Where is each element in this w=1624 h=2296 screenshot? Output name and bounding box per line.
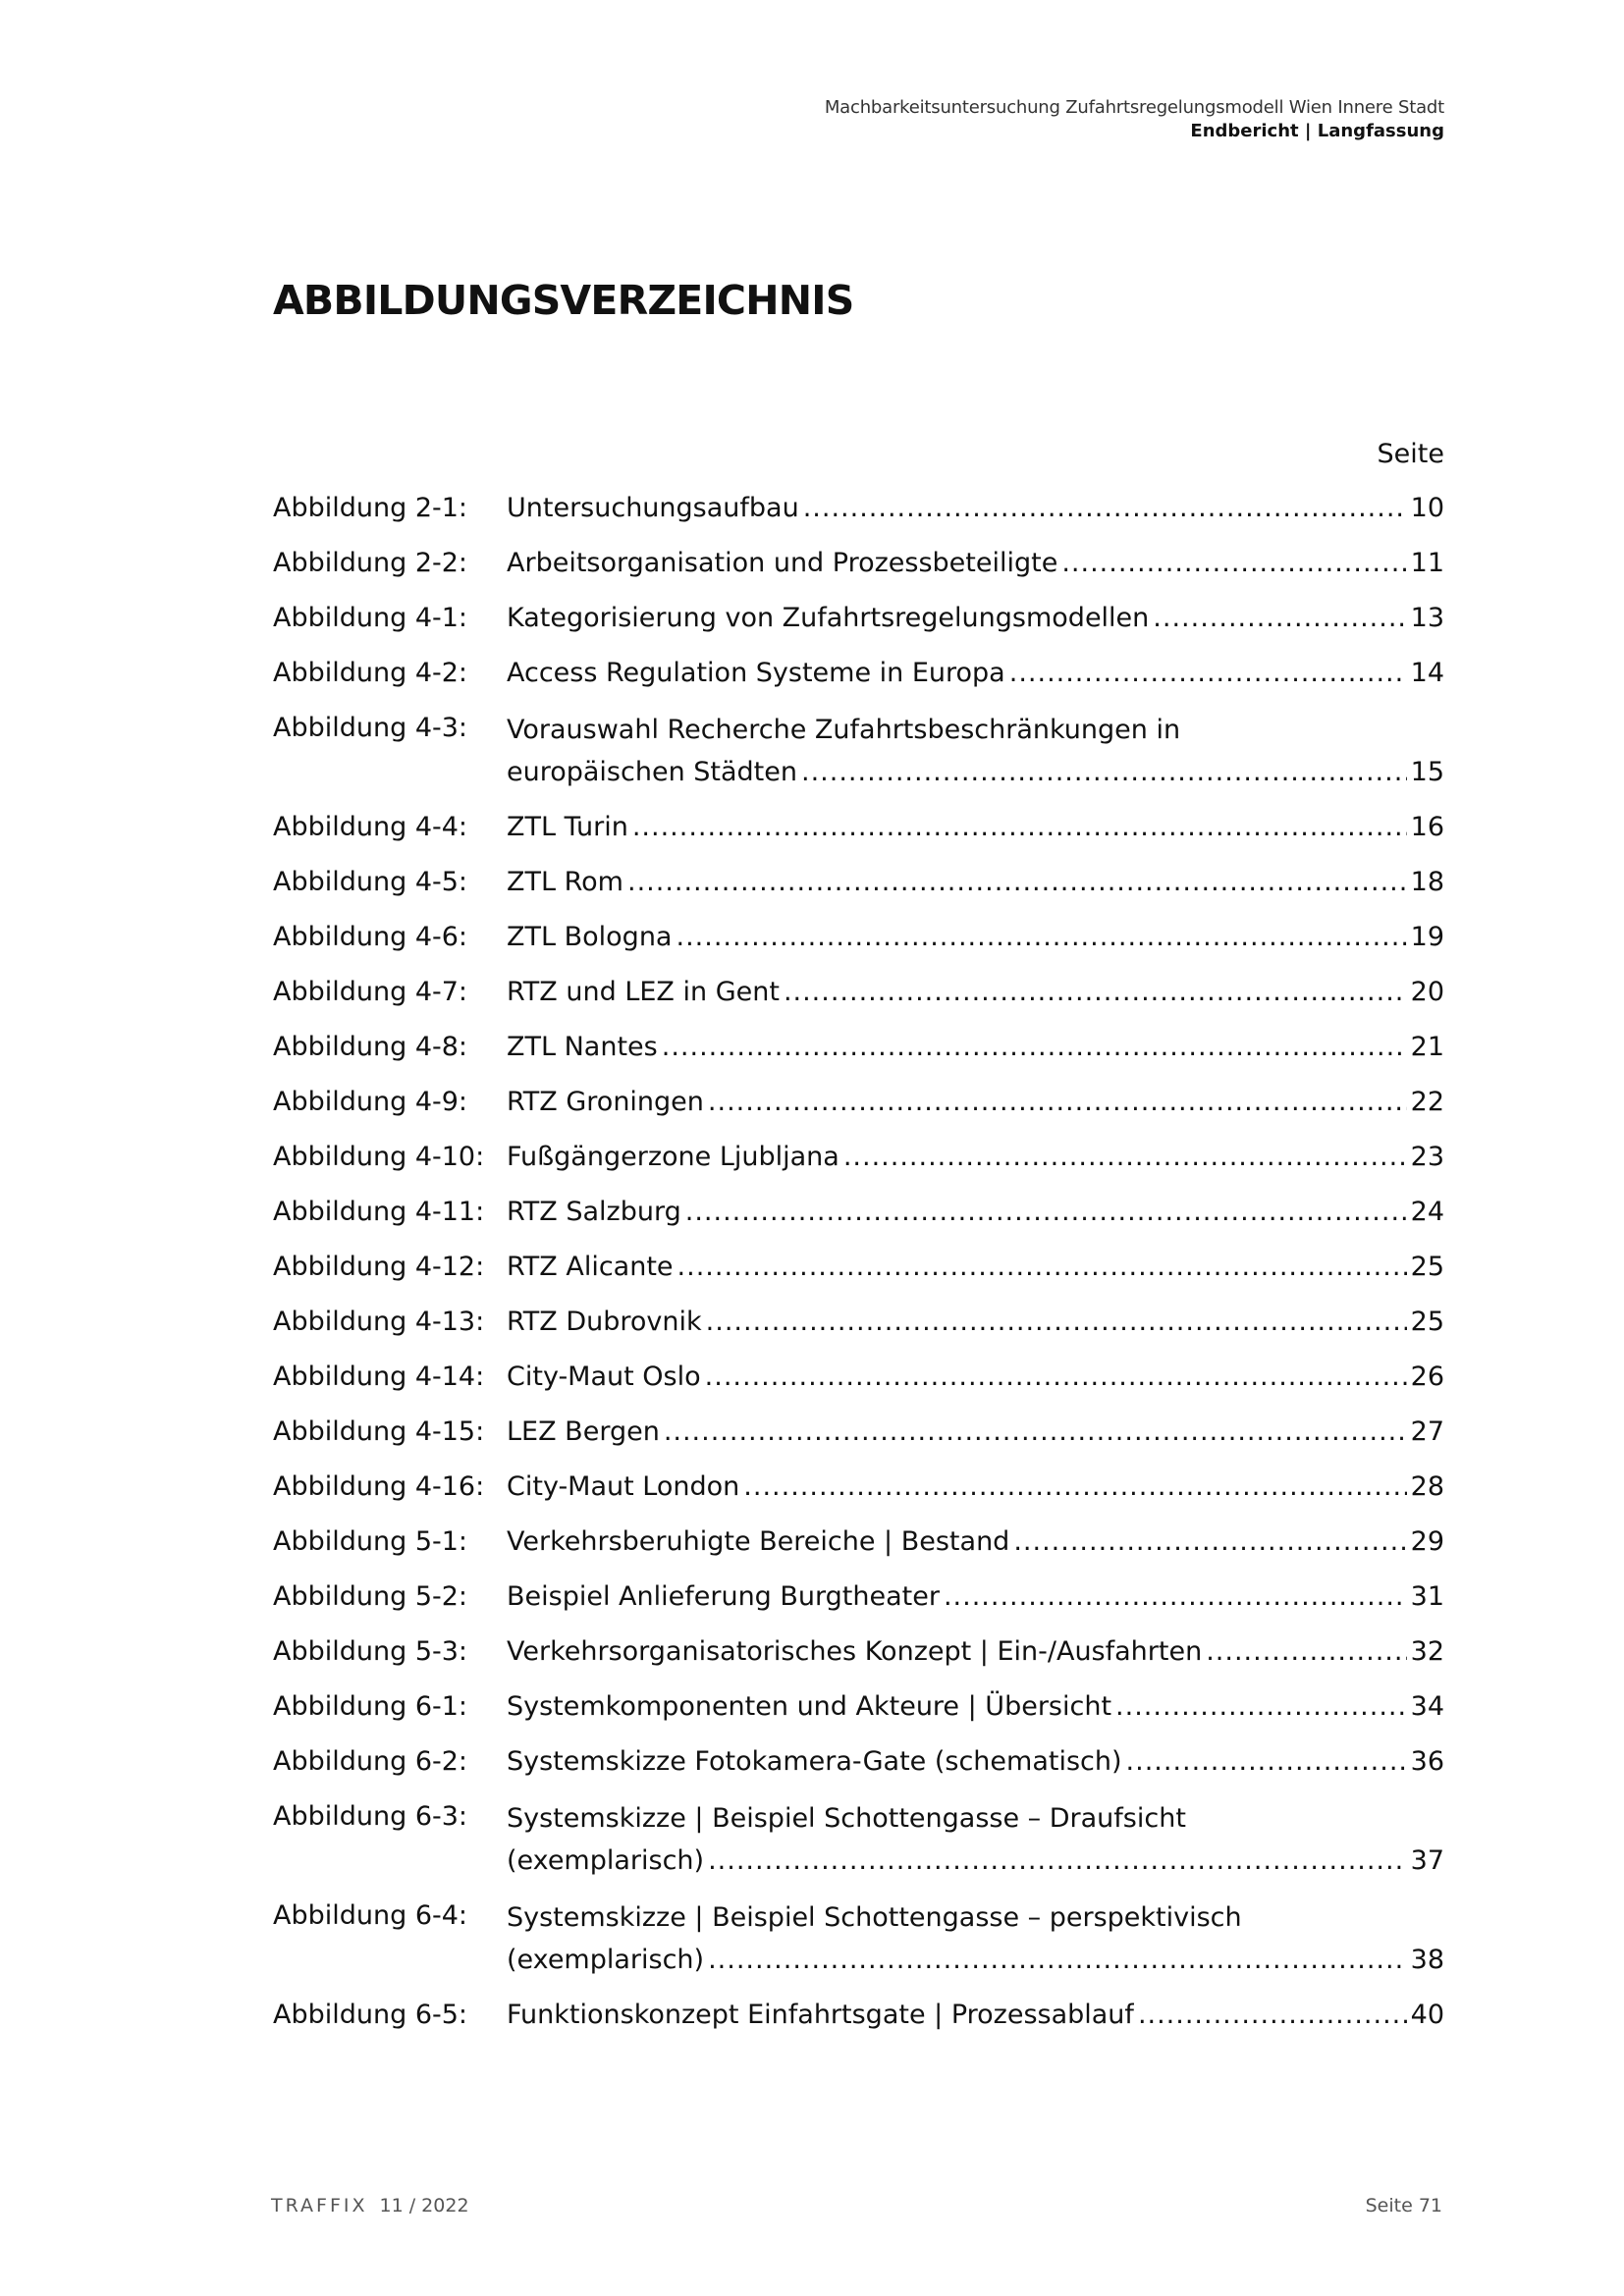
figure-title-row: [507, 807, 1444, 847]
figure-title: RTZ und LEZ in Gent: [507, 977, 780, 1007]
figure-entry-body: [507, 862, 1444, 902]
figure-title-row: [507, 1467, 1444, 1507]
figure-entry-body: [507, 1467, 1444, 1507]
figure-title-row: [507, 1247, 1444, 1287]
figure-page-number: 37: [1410, 1845, 1444, 1876]
figure-title: (exemplarisch): [507, 1945, 705, 1975]
figure-page-number: 29: [1410, 1526, 1444, 1557]
dot-leader: [677, 1247, 1407, 1287]
figure-entry[interactable]: [273, 1137, 1444, 1177]
figure-title: RTZ Alicante: [507, 1252, 674, 1282]
figure-entry[interactable]: [273, 1082, 1444, 1122]
figure-label: Abbildung 4-9:: [273, 1087, 468, 1117]
dot-leader: [784, 972, 1407, 1012]
dot-leader: [803, 488, 1407, 528]
figure-title: Beispiel Anlieferung Burgtheater: [507, 1581, 940, 1612]
figure-page-number: 10: [1410, 493, 1444, 523]
page-column-label: Seite: [1377, 439, 1444, 469]
figure-label: Abbildung 4-6:: [273, 922, 468, 952]
figure-entry[interactable]: [273, 862, 1444, 902]
figure-entry-body: [507, 488, 1444, 528]
figure-entry[interactable]: [273, 598, 1444, 638]
figure-title-row: [507, 653, 1444, 693]
figure-title: (exemplarisch): [507, 1845, 705, 1876]
figure-label: Abbildung 4-15:: [273, 1416, 485, 1447]
figure-label: Abbildung 6-5:: [273, 2000, 468, 2030]
figure-title-row: [507, 1522, 1444, 1562]
dot-leader: [1138, 1995, 1407, 2035]
figure-page-number: 21: [1410, 1032, 1444, 1062]
figure-entry-body: [507, 708, 1444, 792]
header-report-type: Endbericht | Langfassung: [1190, 121, 1444, 141]
figure-label: Abbildung 4-16:: [273, 1471, 485, 1502]
figure-list: [273, 435, 1444, 2050]
dot-leader: [843, 1137, 1407, 1177]
figure-title: Arbeitsorganisation und Prozessbeteiligte: [507, 548, 1058, 578]
figure-label: Abbildung 4-3:: [273, 713, 468, 743]
figure-entry-body: [507, 1576, 1444, 1617]
figure-entry[interactable]: [273, 708, 1444, 792]
dot-leader: [685, 1192, 1407, 1232]
figure-entries: [273, 488, 1444, 2035]
figure-title: ZTL Nantes: [507, 1032, 658, 1062]
figure-title: Systemkomponenten und Akteure | Übersicht: [507, 1691, 1112, 1722]
dot-leader: [944, 1576, 1407, 1617]
dot-leader: [1061, 543, 1406, 583]
dot-leader: [708, 1940, 1407, 1980]
figure-label: Abbildung 5-3:: [273, 1636, 468, 1667]
figure-title: ZTL Turin: [507, 812, 628, 842]
dot-leader: [708, 1841, 1407, 1881]
figure-title: Kategorisierung von Zufahrtsregelungsmodellen: [507, 603, 1150, 633]
figure-entry-body: [507, 1192, 1444, 1232]
dot-leader: [676, 917, 1406, 957]
figure-title-row: [507, 862, 1444, 902]
figure-label: Abbildung 4-14:: [273, 1362, 485, 1392]
figure-label: Abbildung 4-11:: [273, 1197, 485, 1227]
figure-page-number: 14: [1410, 658, 1444, 688]
figure-entry-body: [507, 1357, 1444, 1397]
figure-entry-body: [507, 807, 1444, 847]
figure-entry-body: [507, 1741, 1444, 1782]
figure-label: Abbildung 4-2:: [273, 658, 468, 688]
figure-label: Abbildung 4-12:: [273, 1252, 485, 1282]
figure-title-row: [507, 1027, 1444, 1067]
figure-page-number: 16: [1410, 812, 1444, 842]
figure-title: Untersuchungsaufbau: [507, 493, 799, 523]
figure-label: Abbildung 4-8:: [273, 1032, 468, 1062]
figure-entry[interactable]: [273, 1995, 1444, 2035]
dot-leader: [1013, 1522, 1406, 1562]
footer-brand-name: TRAFFIX: [271, 2195, 368, 2216]
footer-brand: [271, 2195, 469, 2216]
figure-entry-body: [507, 1082, 1444, 1122]
figure-title-row: [507, 972, 1444, 1012]
figure-title-row: [507, 1686, 1444, 1727]
figure-title-line1: Vorauswahl Recherche Zufahrtsbeschränkungen in: [507, 715, 1181, 745]
figure-page-number: 25: [1410, 1307, 1444, 1337]
figure-title-row: [507, 1137, 1444, 1177]
figure-page-number: 28: [1410, 1471, 1444, 1502]
figure-title-row: [507, 1302, 1444, 1342]
figure-page-number: 24: [1410, 1197, 1444, 1227]
footer-date: 11 / 2022: [379, 2195, 469, 2216]
figure-entry[interactable]: [273, 1412, 1444, 1452]
figure-title-row: [507, 1192, 1444, 1232]
figure-entry[interactable]: [273, 807, 1444, 847]
dot-leader: [1153, 598, 1406, 638]
figure-title-row: [507, 1357, 1444, 1397]
figure-label: Abbildung 4-7:: [273, 977, 468, 1007]
figure-title: europäischen Städten: [507, 757, 797, 787]
figure-entry-body: [507, 1522, 1444, 1562]
figure-title: ZTL Bologna: [507, 922, 673, 952]
figure-label: Abbildung 2-2:: [273, 548, 468, 578]
figure-entry[interactable]: [273, 488, 1444, 528]
figure-entry[interactable]: [273, 972, 1444, 1012]
figure-title-row: [507, 752, 1444, 792]
dot-leader: [708, 1082, 1407, 1122]
figure-page-number: 27: [1410, 1416, 1444, 1447]
figure-title-line1: Systemskizze | Beispiel Schottengasse – perspektivisch: [507, 1902, 1242, 1933]
page-header: [825, 96, 1444, 143]
figure-title-row: [507, 1576, 1444, 1617]
dot-leader: [743, 1467, 1406, 1507]
figure-label: Abbildung 6-3:: [273, 1801, 468, 1832]
figure-title-row: [507, 1940, 1444, 1980]
dot-leader: [705, 1357, 1407, 1397]
figure-entry[interactable]: [273, 1357, 1444, 1397]
figure-entry-body: [507, 1137, 1444, 1177]
dot-leader: [662, 1027, 1407, 1067]
dot-leader: [632, 807, 1407, 847]
figure-entry-body: [507, 972, 1444, 1012]
figure-entry[interactable]: [273, 1741, 1444, 1782]
figure-title: RTZ Dubrovnik: [507, 1307, 702, 1337]
figure-entry[interactable]: [273, 1027, 1444, 1067]
page-title: ABBILDUNGSVERZEICHNIS: [273, 277, 854, 324]
figure-page-number: 15: [1410, 757, 1444, 787]
figure-title-row: [507, 917, 1444, 957]
figure-title: RTZ Groningen: [507, 1087, 704, 1117]
figure-entry[interactable]: [273, 1686, 1444, 1727]
dot-leader: [1115, 1686, 1407, 1727]
figure-title: RTZ Salzburg: [507, 1197, 681, 1227]
figure-page-number: 36: [1410, 1746, 1444, 1777]
figure-label: Abbildung 2-1:: [273, 493, 468, 523]
figure-page-number: 40: [1410, 2000, 1444, 2030]
figure-label: Abbildung 5-2:: [273, 1581, 468, 1612]
figure-page-number: 20: [1410, 977, 1444, 1007]
figure-page-number: 22: [1410, 1087, 1444, 1117]
figure-page-number: 11: [1410, 548, 1444, 578]
figure-title-row: [507, 543, 1444, 583]
figure-entry-body: [507, 1027, 1444, 1067]
figure-entry[interactable]: [273, 1467, 1444, 1507]
figure-entry-body: [507, 1247, 1444, 1287]
figure-label: Abbildung 4-13:: [273, 1307, 485, 1337]
figure-title-row: [507, 1995, 1444, 2035]
figure-entry[interactable]: [273, 917, 1444, 957]
figure-entry[interactable]: [273, 1192, 1444, 1232]
figure-entry-body: [507, 1995, 1444, 2035]
figure-entry[interactable]: [273, 1576, 1444, 1617]
figure-title: Access Regulation Systeme in Europa: [507, 658, 1005, 688]
figure-page-number: 23: [1410, 1142, 1444, 1172]
figure-title: Fußgängerzone Ljubljana: [507, 1142, 839, 1172]
figure-entry[interactable]: [273, 1522, 1444, 1562]
figure-label: Abbildung 5-1:: [273, 1526, 468, 1557]
figure-page-number: 34: [1410, 1691, 1444, 1722]
figure-entry-body: [507, 543, 1444, 583]
figure-entry-body: [507, 917, 1444, 957]
figure-entry-body: [507, 1896, 1444, 1980]
figure-title: LEZ Bergen: [507, 1416, 660, 1447]
figure-title-row: [507, 1082, 1444, 1122]
figure-title: Funktionskonzept Einfahrtsgate | Prozessablauf: [507, 2000, 1134, 2030]
figure-page-number: 32: [1410, 1636, 1444, 1667]
figure-page-number: 18: [1410, 867, 1444, 897]
figure-title-row: [507, 1631, 1444, 1672]
figure-label: Abbildung 6-1:: [273, 1691, 468, 1722]
figure-title-row: [507, 1841, 1444, 1881]
figure-title: Verkehrsorganisatorisches Konzept | Ein-/Ausfahrten: [507, 1636, 1203, 1667]
figure-entry-body: [507, 1796, 1444, 1881]
dot-leader: [1206, 1631, 1406, 1672]
figure-entry-body: [507, 1631, 1444, 1672]
dot-leader: [706, 1302, 1407, 1342]
figure-page-number: 25: [1410, 1252, 1444, 1282]
figure-title-row: [507, 488, 1444, 528]
dot-leader: [801, 752, 1407, 792]
dot-leader: [627, 862, 1407, 902]
figure-entry[interactable]: [273, 653, 1444, 693]
figure-entry[interactable]: [273, 543, 1444, 583]
figure-label: Abbildung 4-4:: [273, 812, 468, 842]
figure-title: ZTL Rom: [507, 867, 623, 897]
figure-title-line1: Systemskizze | Beispiel Schottengasse – Draufsicht: [507, 1803, 1186, 1834]
figure-entry[interactable]: [273, 1302, 1444, 1342]
footer-page-number: Seite 71: [1365, 2195, 1442, 2216]
figure-title: Verkehrsberuhigte Bereiche | Bestand: [507, 1526, 1010, 1557]
figure-entry[interactable]: [273, 1631, 1444, 1672]
figure-label: Abbildung 4-10:: [273, 1142, 485, 1172]
figure-entry-body: [507, 598, 1444, 638]
figure-label: Abbildung 6-4:: [273, 1900, 468, 1931]
figure-entry-body: [507, 653, 1444, 693]
figure-title: City-Maut London: [507, 1471, 740, 1502]
figure-title: Systemskizze Fotokamera-Gate (schematisch): [507, 1746, 1122, 1777]
figure-page-number: 26: [1410, 1362, 1444, 1392]
figure-label: Abbildung 4-5:: [273, 867, 468, 897]
figure-page-number: 13: [1410, 603, 1444, 633]
dot-leader: [664, 1412, 1407, 1452]
figure-title: City-Maut Oslo: [507, 1362, 701, 1392]
figure-entry[interactable]: [273, 1896, 1444, 1980]
figure-label: Abbildung 6-2:: [273, 1746, 468, 1777]
figure-label: Abbildung 4-1:: [273, 603, 468, 633]
header-project-title: Machbarkeitsuntersuchung Zufahrtsregelungsmodell Wien Innere Stadt: [824, 97, 1444, 118]
figure-entry[interactable]: [273, 1247, 1444, 1287]
figure-entry-body: [507, 1302, 1444, 1342]
dot-leader: [1126, 1741, 1407, 1782]
figure-page-number: 19: [1410, 922, 1444, 952]
dot-leader: [1009, 653, 1407, 693]
figure-entry-body: [507, 1412, 1444, 1452]
figure-entry-body: [507, 1686, 1444, 1727]
figure-page-number: 38: [1410, 1945, 1444, 1975]
figure-title-row: [507, 598, 1444, 638]
figure-page-number: 31: [1410, 1581, 1444, 1612]
figure-title-row: [507, 1412, 1444, 1452]
figure-title-row: [507, 1741, 1444, 1782]
figure-entry[interactable]: [273, 1796, 1444, 1881]
